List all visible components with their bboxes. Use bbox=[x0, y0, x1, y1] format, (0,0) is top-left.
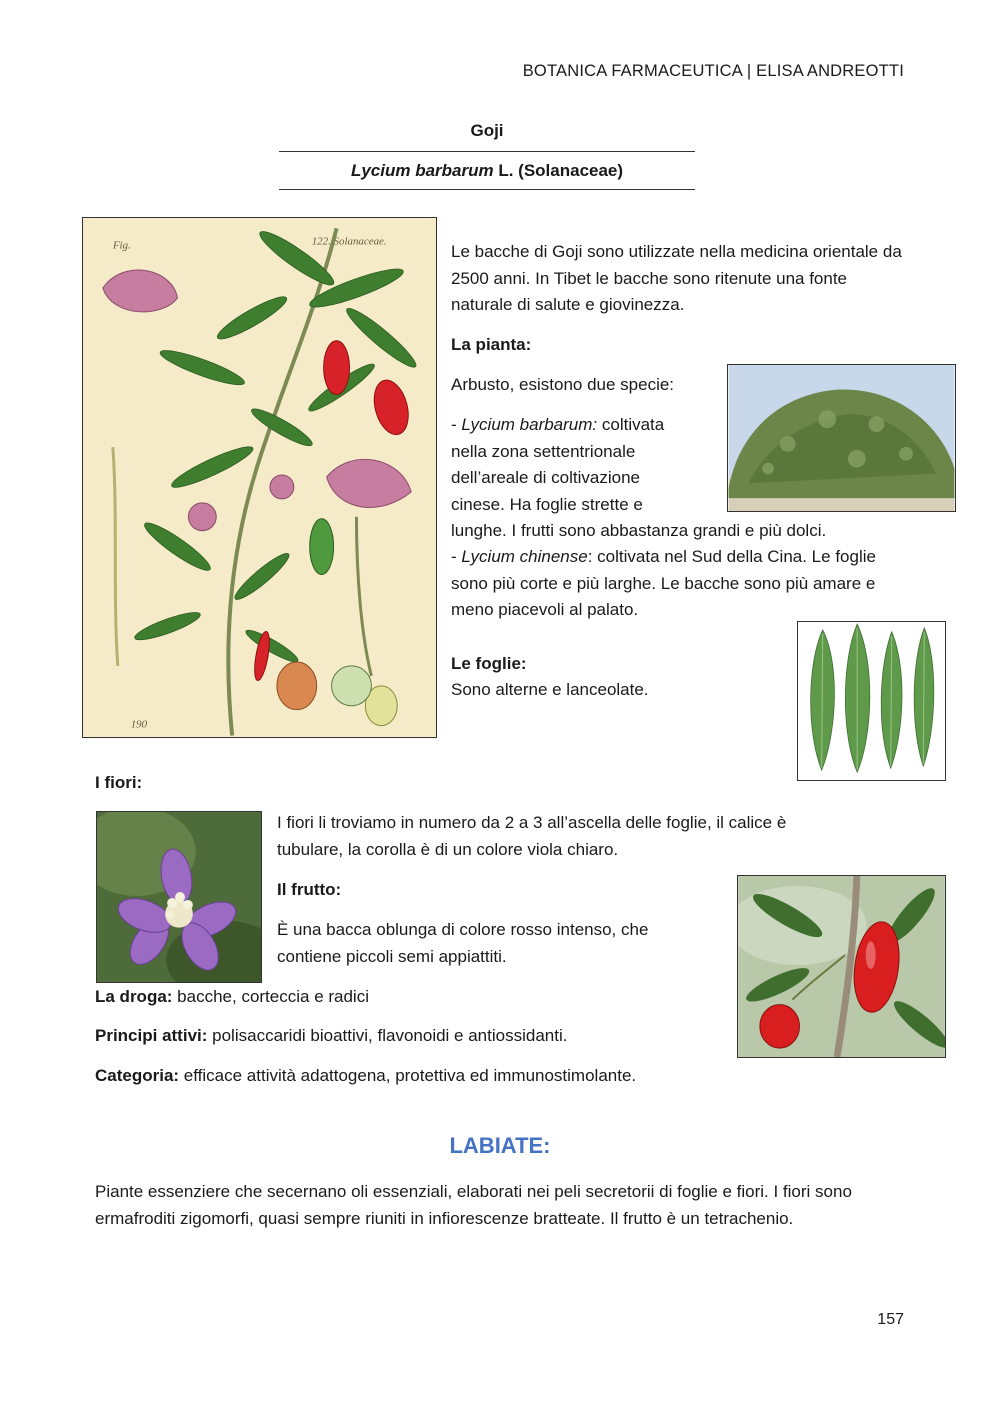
species-1-name: Lycium barbarum: bbox=[461, 415, 598, 434]
foglie-heading bbox=[451, 651, 527, 678]
principi-text: polisaccaridi bioattivi, flavonoidi e antiossidanti. bbox=[207, 1026, 568, 1045]
foglie-heading-label: Le foglie: bbox=[451, 654, 527, 673]
latin-name: Lycium barbarum bbox=[350, 161, 494, 180]
species-1-block bbox=[451, 412, 721, 518]
flower-photo-drawing bbox=[97, 812, 261, 982]
botanical-illustration bbox=[82, 217, 437, 738]
pianta-lead: Arbusto, esistono due specie: bbox=[451, 375, 675, 394]
illustration-label-left: Fig. bbox=[112, 239, 131, 252]
fiori-text: I fiori li troviamo in numero da 2 a 3 all’ascella delle foglie, il calice è tubulare, la corolla è di un colore viola chiaro. bbox=[277, 813, 787, 859]
title-rule-bottom bbox=[279, 189, 695, 190]
common-name-title: Goji bbox=[470, 121, 504, 140]
species-1-line4: cinese. Ha foglie strette e bbox=[451, 494, 643, 514]
leaves-photo bbox=[797, 621, 946, 781]
categoria-label: Categoria: bbox=[95, 1066, 180, 1085]
page-number: 157 bbox=[877, 1311, 904, 1328]
fiori-heading-label: I fiori: bbox=[95, 773, 143, 792]
frutto-text: È una bacca oblunga di colore rosso intenso, che contiene piccoli semi appiattiti. bbox=[277, 920, 649, 966]
categoria-text: efficace attività adattogena, protettiva ed immunostimolante. bbox=[179, 1066, 637, 1085]
frutto-heading bbox=[277, 877, 341, 904]
latin-suffix: L. (Solanaceae) bbox=[493, 161, 624, 180]
title-rule-top bbox=[279, 151, 695, 152]
illustration-label-bottom: 190 bbox=[130, 718, 148, 731]
species-1-line5: lunghe. I frutti sono abbastanza grandi e più dolci. bbox=[451, 521, 827, 540]
species-1-line3: dell’areale di coltivazione bbox=[451, 468, 641, 487]
flower-photo bbox=[96, 811, 262, 983]
running-header: BOTANICA FARMACEUTICA | ELISA ANDREOTTI bbox=[522, 62, 904, 80]
species-1-line1: - Lycium barbarum: coltivata bbox=[451, 415, 665, 434]
droga-text: bacche, corteccia e radici bbox=[172, 987, 369, 1006]
labiate-paragraph: Piante essenziere che secernano oli essenziali, elaborati nei peli secretorii di foglie e fiori. I fiori sono ermafroditi zigomorfi, quasi sempre riuniti in infiorescenze bratteate. Il frutto è un tetrachenio. bbox=[95, 1182, 852, 1228]
fiori-heading bbox=[95, 770, 142, 797]
categoria-line bbox=[95, 1063, 735, 1090]
principi-label: Principi attivi: bbox=[95, 1026, 208, 1045]
illustration-label-right: 122. Solanaceae. bbox=[311, 235, 387, 248]
leaves-photo-drawing bbox=[798, 622, 945, 780]
foglie-text: Sono alterne e lanceolate. bbox=[451, 680, 649, 699]
illustration-drawing bbox=[83, 218, 436, 737]
latin-name-title bbox=[280, 161, 694, 181]
droga-label: La droga: bbox=[95, 987, 173, 1006]
pianta-heading bbox=[451, 332, 531, 359]
frutto-heading-label: Il frutto: bbox=[277, 880, 342, 899]
intro-paragraph: Le bacche di Goji sono utilizzate nella medicina orientale da 2500 anni. In Tibet le bacche sono ritenute una fonte naturale di salute e giovinezza. bbox=[451, 242, 902, 314]
species-1-line2: nella zona settentrionale bbox=[451, 441, 636, 461]
species-2-paragraph: - Lycium chinense: coltivata nel Sud della Cina. Le foglie sono più corte e più larghe. Le bacche sono più amare e meno piacevoli al palato. bbox=[451, 547, 876, 619]
labiate-heading: LABIATE: bbox=[449, 1133, 551, 1158]
shrub-photo bbox=[727, 364, 956, 512]
berry-photo bbox=[737, 875, 946, 1058]
pianta-heading-label: La pianta: bbox=[451, 335, 532, 354]
shrub-photo-drawing bbox=[728, 365, 955, 511]
species-2-name: Lycium chinense bbox=[461, 547, 588, 566]
berry-photo-drawing bbox=[738, 876, 945, 1057]
principi-line bbox=[95, 1023, 715, 1050]
droga-line bbox=[95, 984, 695, 1011]
